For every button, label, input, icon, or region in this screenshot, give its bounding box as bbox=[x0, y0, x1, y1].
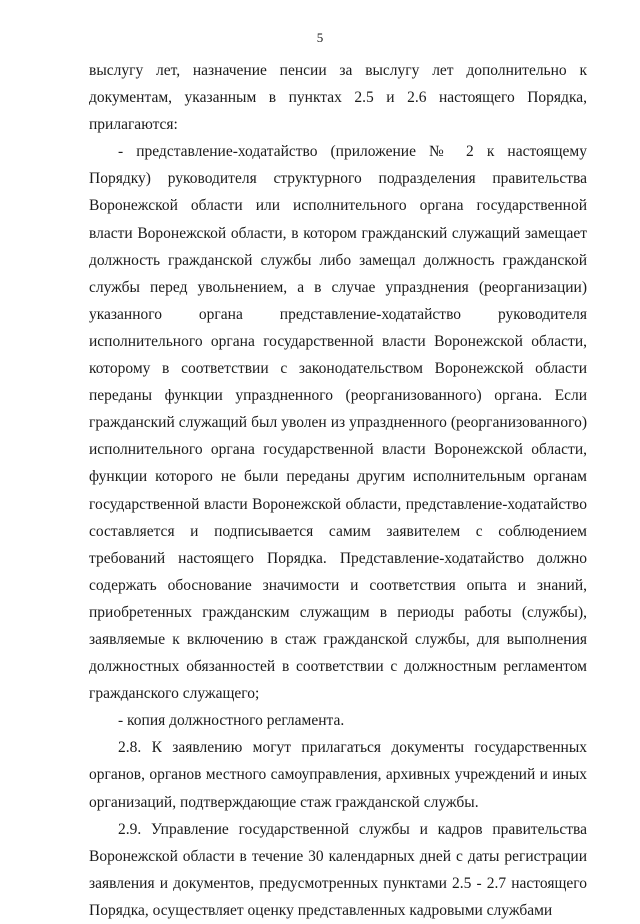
document-body bbox=[89, 57, 587, 924]
paragraph-petition-requirement: - представление-ходатайство (приложение № 2 к настоящему Порядку) руководителя структурного подразделения правительства Воронежской области или исполнительного органа государственной власти Воронежской области, в котором гражданский служащий замещает должность гражданской службы либо замещал должность гражданской службы перед увольнением, а в случае упразднения (реорганизации) указанного органа представление-ходатайство руководителя исполнительного органа государственной власти Воронежской области, которому в соответствии с законодательством Воронежской области переданы функции упраздненного (реорганизованного) органа. Если гражданский служащий был уволен из упраздненного (реорганизованного) исполнительного органа государственной власти Воронежской области, функции которого не были переданы другим исполнительным органам государственной власти Воронежской области, представление-ходатайство составляется и подписывается самим заявителем с соблюдением требований настоящего Порядка. Представление-ходатайство должно содержать обоснование значимости и соответствия опыта и знаний, приобретенных гражданским служащим в периоды работы (службы), заявляемые к включению в стаж гражданской службы, для выполнения должностных обязанностей в соответствии с должностным регламентом гражданского служащего; bbox=[89, 143, 587, 703]
paragraph-clause-2-9: 2.9. Управление государственной службы и кадров правительства Воронежской области в течение 30 календарных дней с даты регистрации заявления и документов, предусмотренных пунктами 2.5 - 2.7 настоящего Порядка, осуществляет оценку представленных кадровыми службами bbox=[89, 820, 587, 919]
paragraph-clause-2-8: 2.8. К заявлению могут прилагаться документы государственных органов, органов местного самоуправления, архивных учреждений и иных организаций, подтверждающие стаж гражданской службы. bbox=[89, 739, 587, 811]
page-number: 5 bbox=[316, 30, 324, 45]
paragraph-continuation: выслугу лет, назначение пенсии за выслугу лет дополнительно к документам, указанным в пунктах 2.5 и 2.6 настоящего Порядка, прилагаются: bbox=[89, 62, 587, 134]
paragraph-regulation-copy: - копия должностного регламента. bbox=[118, 712, 345, 730]
